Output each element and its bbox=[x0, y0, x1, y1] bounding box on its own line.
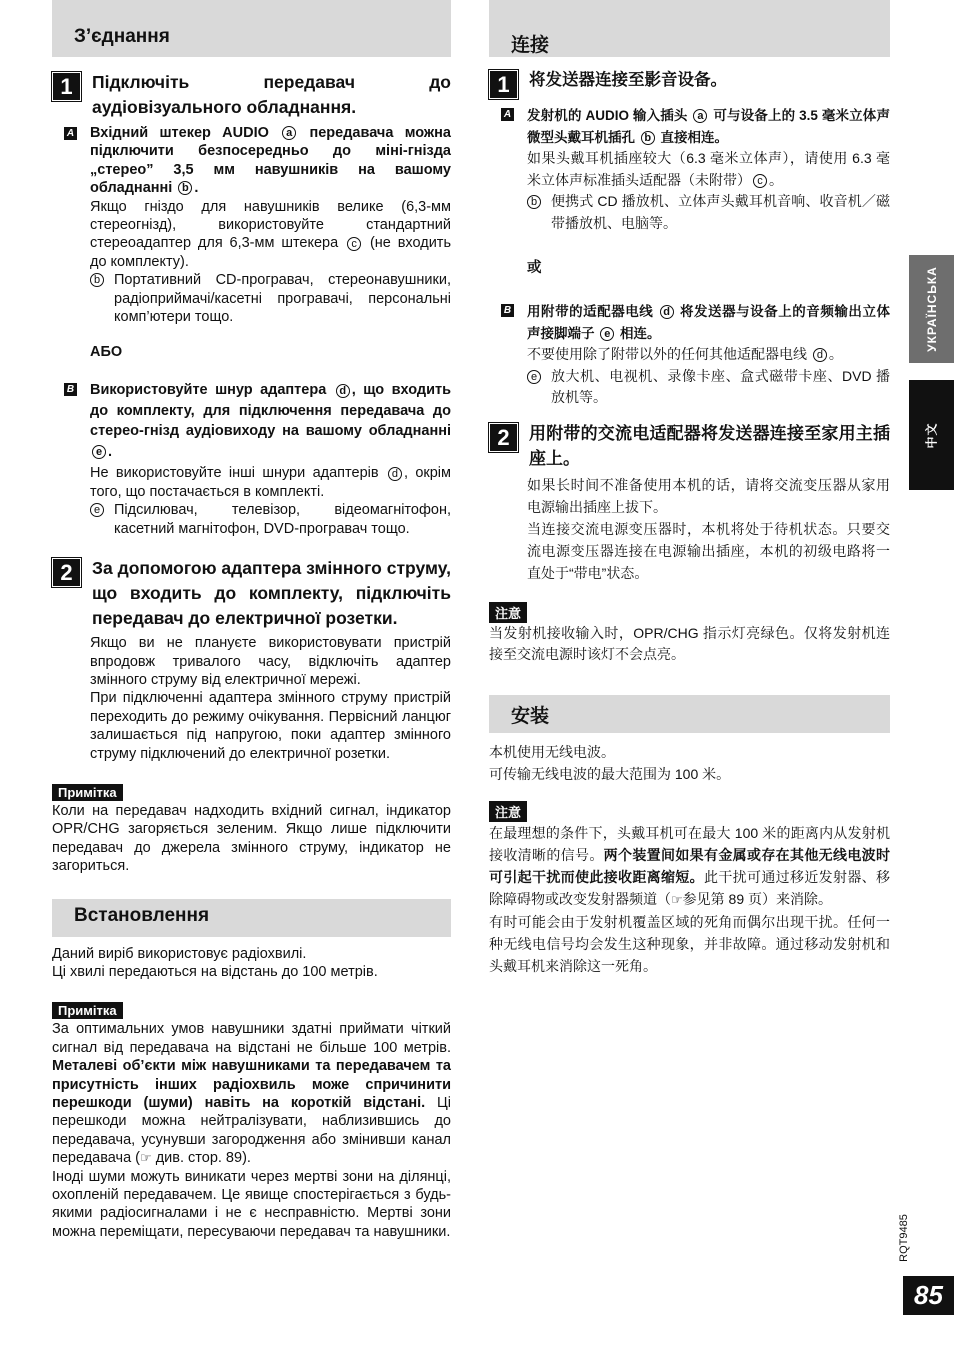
note-text: За оптимальних умов навушники здатні приймати чіткий сигнал від передавача на відстані не більше 100 метрів. Металеві об’єкти між навушниками та передавачем та присутність інших радіохвиль може спричинити перешкоди (шуми) навіть на короткій відстані. Ці перешкоди можна нейтралізувати, наблизившись до передавача, усунувши загородження або змінивши канал передавача (☞ див. стор. 89). bbox=[52, 1021, 451, 1167]
ref-marker: b bbox=[527, 195, 541, 209]
ref-marker: a bbox=[282, 126, 296, 140]
note-text: 在最理想的条件下，头戴耳机可在最大 100 米的距离内从发射机接收清晰的信号。两个装置间如果有金属或存在其他无线电波时可引起干扰而使此接收距离缩短。此干扰可通过移近发射器、移除障碍物或改变发射器频道（☞参见第 89 页）来消除。 bbox=[489, 824, 891, 907]
install-text-2: 可传输无线电波的最大范围为 100 米。 bbox=[489, 765, 731, 782]
step-2-text-1: Якщо ви не плануєте використовувати пристрій впродовж тривалого часу, відключіть адаптер змінного струму від електричної мережі. bbox=[90, 635, 451, 688]
note-label: Примітка bbox=[52, 1002, 123, 1019]
or-separator: АБО bbox=[90, 344, 123, 361]
note-1 bbox=[489, 602, 890, 666]
option-b-text: Не використовуйте інші шнури адаптерів d , окрім того, що постачається в комплекті. bbox=[90, 465, 451, 500]
list-item: e 放大机、电视机、录像卡座、盒式磁带卡座、DVD 播放机等。 bbox=[527, 366, 890, 409]
ref-marker: b bbox=[641, 131, 655, 145]
install-text-2: Ці хвилі передаються на відстань до 100 метрів. bbox=[52, 963, 378, 980]
ref-marker: e bbox=[600, 327, 614, 341]
option-b bbox=[489, 301, 890, 409]
step-number: 1 bbox=[489, 70, 518, 99]
step-2 bbox=[52, 556, 451, 631]
page-reference-icon: ☞ bbox=[671, 891, 683, 907]
ref-marker: e bbox=[90, 503, 104, 517]
ref-marker: d bbox=[660, 305, 674, 319]
ref-marker: e bbox=[92, 445, 106, 459]
option-b bbox=[52, 380, 451, 538]
option-a-instruction: Вхідний штекер AUDIO a передавача можна підключити безпосередньо до міні-гнізда „стерео” 3,5 мм навушників на вашому обладнанні b . bbox=[90, 125, 451, 197]
step-title: За допомогою адаптера змінного струму, що входить до комплекту, підключіть передавач до електричної розетки. bbox=[92, 558, 451, 629]
option-a bbox=[52, 124, 451, 326]
section-title-installation: 安装 bbox=[489, 695, 890, 733]
option-a-text: Якщо гніздо для навушників велике (6,3-мм стереогнізд), використовуйте стандартний стереоадаптер для 6,3-мм штекера c (не входить до комплекту). bbox=[90, 198, 452, 270]
note-label: Примітка bbox=[52, 784, 123, 801]
option-a-text: 如果头戴耳机插座较大（6.3 毫米立体声），请使用 6.3 毫米立体声标准插头适配器（未附带） c 。 bbox=[527, 150, 890, 188]
step-2-text-2: При підключенні адаптера змінного струму пристрій переходить до режиму очікування. Первісний ланцюг залишається під напругою, поки адаптер змінного струму підключений до електричної розетки. bbox=[90, 690, 451, 762]
ref-marker: c bbox=[347, 237, 361, 251]
section-title-connection: 连接 bbox=[489, 0, 890, 57]
language-tab-chinese: 中文 bbox=[909, 380, 954, 490]
step-title: 用附带的交流电适配器将发送器连接至家用主插座上。 bbox=[529, 423, 890, 468]
option-a bbox=[489, 105, 890, 234]
ref-marker: d bbox=[388, 467, 402, 481]
note-2 bbox=[489, 801, 890, 977]
option-b-text: 不要使用除了附带以外的任何其他适配器电线 d 。 bbox=[527, 346, 843, 362]
list-item: e Підсилювач, телевізор, відеомагнітофон, касетний магнітофон, DVD-програвач тощо. bbox=[90, 501, 451, 538]
note-text: 当发射机接收输入时，OPR/CHG 指示灯亮绿色。仅将发射机连接至交流电源时该灯不会点亮。 bbox=[489, 624, 890, 662]
ref-marker: c bbox=[753, 174, 767, 188]
ref-marker: e bbox=[527, 370, 541, 384]
section-title-installation: Встановлення bbox=[52, 899, 451, 937]
ref-marker: b bbox=[178, 181, 192, 195]
note-1 bbox=[52, 784, 451, 876]
step-2-text-1: 如果长时间不准备使用本机的话，请将交流变压器从家用电源输出插座上拔下。 bbox=[527, 476, 890, 515]
ref-marker: d bbox=[813, 348, 827, 362]
step-number: 2 bbox=[52, 558, 81, 587]
option-letter: A bbox=[64, 127, 77, 140]
ukrainian-column bbox=[52, 0, 451, 1241]
option-b-instruction: 用附带的适配器电线 d 将发送器与设备上的音频输出立体声接脚端子 e 相连。 bbox=[527, 304, 890, 341]
step-2-text-2: 当连接交流电源变压器时，本机将处于待机状态。只要交流电源变压器连接在电源输出插座，本机的初级电路将一直处于“带电”状态。 bbox=[527, 520, 890, 581]
option-letter: B bbox=[501, 304, 514, 317]
step-1 bbox=[52, 70, 451, 120]
step-number: 2 bbox=[489, 423, 518, 452]
chinese-column bbox=[489, 0, 890, 977]
list-item: b Портативний CD-програвач, стереонавушники, радіоприймачі/касетні програвачі, персональні комп’ютери тощо. bbox=[90, 271, 451, 326]
note-text: 有时可能会由于发射机覆盖区域的死角而偶尔出现干扰。任何一种无线电信号均会发生这种现象，并非故障。通过移动发射机和头戴耳机来消除这一死角。 bbox=[489, 913, 890, 974]
option-a-instruction: 发射机的 AUDIO 输入插头 a 可与设备上的 3.5 毫米立体声微型头戴耳机插孔 b 直接相连。 bbox=[527, 108, 890, 145]
note-2 bbox=[52, 1002, 451, 1241]
step-title: Підключіть передавач до аудіовізуального обладнання. bbox=[92, 72, 451, 117]
section-title-connection: З’єднання bbox=[52, 0, 451, 57]
install-text-1: 本机使用无线电波。 bbox=[489, 743, 615, 760]
step-1 bbox=[489, 68, 890, 99]
language-tab-ukrainian: УКРАЇНСЬКА bbox=[909, 255, 954, 363]
note-text: Іноді шуми можуть виникати через мертві зони на ділянці, охопленій передавачем. Це явище спостерігається з будь-якими радіосигналами і не є несправністю. Мертві зони можна переміщати, пересуваючи передавач та навушники. bbox=[52, 1168, 451, 1240]
or-separator: 或 bbox=[527, 260, 542, 276]
step-2 bbox=[489, 421, 890, 471]
step-number: 1 bbox=[52, 72, 81, 101]
ref-marker: d bbox=[336, 384, 350, 398]
ref-marker: a bbox=[693, 109, 707, 123]
option-letter: B bbox=[64, 383, 77, 396]
note-label: 注意 bbox=[489, 801, 527, 822]
page-reference-icon: ☞ bbox=[140, 1150, 152, 1166]
document-code: RQT9485 bbox=[897, 1214, 910, 1262]
step-title: 将发送器连接至影音设备。 bbox=[529, 71, 727, 89]
ref-marker: b bbox=[90, 273, 104, 287]
list-item: b 便携式 CD 播放机、立体声头戴耳机音响、收音机／磁带播放机、电脑等。 bbox=[527, 191, 890, 234]
note-label: 注意 bbox=[489, 602, 527, 623]
install-text-1: Даний виріб використовує радіохвилі. bbox=[52, 945, 307, 962]
option-letter: A bbox=[501, 108, 514, 121]
page-number: 85 bbox=[903, 1276, 954, 1315]
note-text: Коли на передавач надходить вхідний сигнал, індикатор OPR/CHG загоряється зеленим. Якщо лише підключити передавач до джерела змінного струму, індикатор не загориться. bbox=[52, 802, 451, 875]
option-b-instruction: Використовуйте шнур адаптера d , що входить до комплекту, для підключення передавача до стерео-гнізд аудіовиходу на вашому обладнанні e . bbox=[90, 382, 452, 460]
